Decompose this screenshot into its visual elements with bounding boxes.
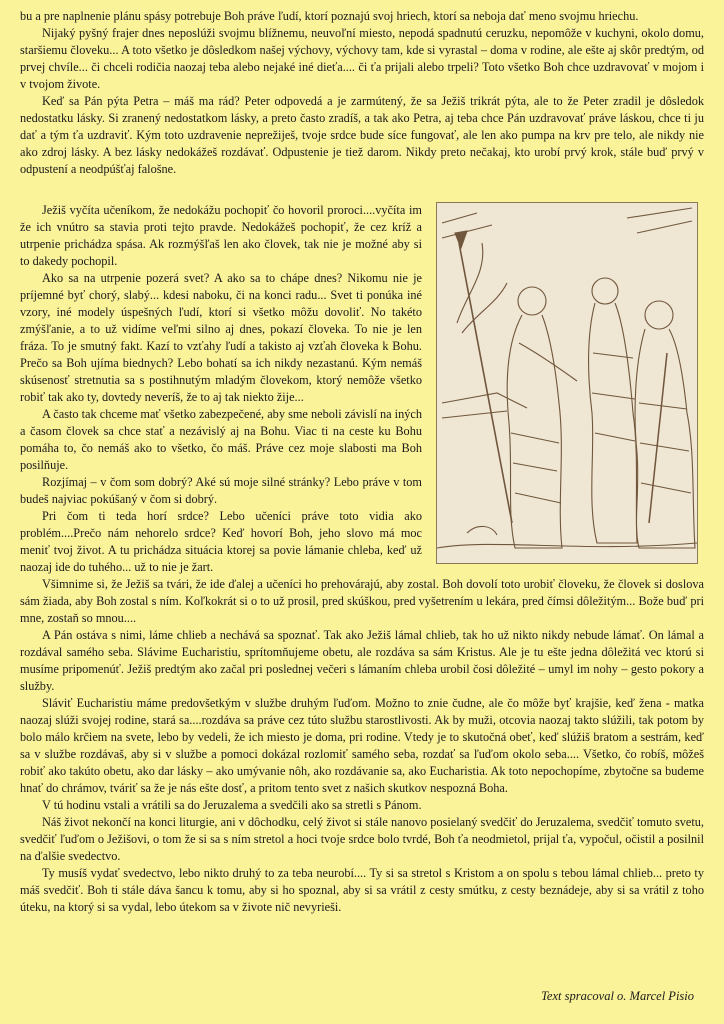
paragraph: V tú hodinu vstali a vrátili sa do Jeruzalema a svedčili ako sa stretli s Pánom. [42, 798, 422, 812]
author-signature: Text spracoval o. Marcel Pisio [541, 989, 694, 1003]
paragraph: Keď sa Pán pýta Petra – máš ma rád? Peter odpovedá a je zarmútený, že sa Ježiš trikrát pýta, ale to že Peter zradil je dôsledok nedostatku lásky. Si zranený nedostatkom lásky, a preto často zradíš, a tak ako Petra, aj teba chce Pán uzdravovať práve láskou, chce ti ju dať a tým ťa uzdraviť. Kým toto uzdravenie neprežiješ, tvoje srdce bude síce fungovať, ale len ako pumpa na krv pre telo, ale nikdy nie ako zdroj lásky. A bez lásky nedokážeš rozdávať. Odpustenie je tiež darom. Nikdy preto nečakaj, kto urobí prvý krok, stále buď prvý v odpustení a neodpúšťaj falošne. [20, 94, 704, 176]
paragraph: A Pán ostáva s nimi, láme chlieb a nechává sa spoznať. Tak ako Ježiš lámal chlieb, tak ho už nikto nikdy nebude lámať. On lámal a rozdával samého seba. Slávime Eucharistiu, sprítomňujeme obetu, ale rozdáva sa sám Kristus. Ale je tu ešte jedna dôležitá vec ktorú si musíme pripomenúť. Ježiš predtým ako začal pri poslednej večeri s lámaním chleba urobil čosi dôležité – umyl im nohy – gesto pokory a služby. [20, 628, 704, 693]
paragraph: A často tak chceme mať všetko zabezpečené, aby sme neboli závislí na iných a časom človek sa chce stať a nezávislý aj na Bohu. Viac ti na ceste ku Bohu pomáha to, čo nemáš ako to všetko, čo máš. Práve cez moje slabosti ma Boh posilňuje. [20, 407, 422, 472]
paragraph: Rozjímaj – v čom som dobrý? Aké sú moje silné stránky? Lebo práve v tom budeš najviac pokúšaný v čom si dobrý. [20, 475, 422, 506]
intro-text [20, 8, 704, 178]
paragraph: Náš život nekončí na konci liturgie, ani v dôchodku, celý život si stále nanovo posielaný svedčiť do Jeruzalema, svedčiť tomuto svetu, svedčiť ľuďom o Ježišovi, o tom že si sa s ním stretol a hoci tvoje srdce bolo tvrdé, Boh ťa neodmietol, prijal ťa, vypočul, očistil a posilnil na ďalšie svedectvo. [20, 815, 704, 863]
paragraph: Sláviť Eucharistiu máme predovšetkým v službe druhým ľuďom. Možno to znie čudne, ale čo môže byť krajšie, keď žena - matka naozaj slúži svojej rodine, stará sa....rozdáva sa práve cez túto službu starostlivosti. Ak by muži, otcovia naozaj takto slúžili, tak potom by bolo málo krčiem na svete, lebo by vedeli, že ich miesto je doma, pri rodine. Vtedy je to skutočná obeť, keď slúžiš bratom a sestrám, keď sa v službe rozdávaš, aby si v službe a pomoci dokázal rozlomiť samého seba, rozdať sa ľuďom okolo seba.... Všetko, čo robíš, môžeš robiť ako takúto obetu, ako dar lásky – ako umývanie nôh, ako rozdávanie sa, ako Eucharistia. Ak toto nepochopíme, zbytočne sa budeme hnať do chrámov, tváriť sa že je nás ešte dosť, a pritom tento svet z našich skutkov nespozná Boha. [20, 696, 704, 795]
paragraph: Ty musíš vydať svedectvo, lebo nikto druhý to za teba neurobí.... Ty si sa stretol s Kristom a on spolu s tebou lámal chlieb... preto ty máš svedčiť. Boh ti stále dáva šancu k tomu, aby si ho spoznal, aby si sa vrátil z cesty smútku, z cesty beznádeje, aby si sa vrátil z toho úteku, na ktorý si sa vydal, lebo útekom sa v živote nič nevyrieši. [20, 866, 704, 914]
paragraph: Pri čom ti teda horí srdce? Lebo učeníci práve toto vidia ako problém....Prečo nám nehorelo srdce? Keď hovorí Boh, jeho slovo má moc meniť tvoj život. A tu prichádza situácia ktorej sa povie lámanie chleba, keď už naozaj ide do tuhého... už to nie je žart. [20, 509, 422, 574]
illustrated-section [20, 202, 704, 576]
paragraph: Všimnime si, že Ježiš sa tvári, že ide ďalej a učeníci ho prehovárajú, aby zostal. Boh dovolí toto urobiť človeku, že človek si doslova sám žiada, aby Boh zostal s ním. Koľkokrát si o to už prosil, pred skúškou, pred vyšetrením u lekára, pred čímsi dôležitým... Bože buď pri mne, zostaň so mnou.... [20, 577, 704, 625]
paragraph: Nijaký pyšný frajer dnes neposlúži svojmu blížnemu, neuvoľní miesto, nepodá spadnutú ceruzku, nepomôže v kuchyni, okolo domu, staršiemu človeku... A toto všetko je dôsledkom našej výchovy, výchovy tam, kde si vyrastal – doma v rodine, ale ešte aj skôr predtým, od prvej chvíle... či chceli rodičia naozaj teba alebo nejaké iné dieťa.... či ťa prijali alebo trpeli? Toto všetko Boh chce uzdravovať v mojom i v tvojom živote. [20, 26, 704, 91]
closing-text [20, 576, 704, 916]
paragraph: bu a pre naplnenie plánu spásy potrebuje Boh práve ľudí, ktorí poznajú svoj hriech, ktorí sa neboja dať meno svojmu hriechu. [20, 9, 639, 23]
paragraph: Ako sa na utrpenie pozerá svet? A ako sa to chápe dnes? Nikomu nie je príjemné byť chorý, slabý... kdesi naboku, či na konci radu... Svet ti ponúka iné vzory, iné modely úspešných ľudí, ktorí si všetko môžu dovoliť. No takéto zmýšľanie, a to už vidíme veľmi silno aj dnes, pokazí človeka. To nie je len fráza. To je smutný fakt. Kazí to vzťahy ľudí a takisto aj vzťah človeka k Bohu. Prečo sa Boh ujíma biednych? Lebo bohatí sa ich nikdy nezastanú. Kým nemáš skúsenosť stretnutia sa s postihnutým mladým človekom, ktorý nemôže všetko robiť tak ako ty, dovtedy neveríš, že to aj tak niekto žije... [20, 271, 422, 404]
emmaus-illustration [436, 202, 698, 564]
paragraph: Ježiš vyčíta učeníkom, že nedokážu pochopiť čo hovoril proroci....vyčíta im že ich vnútro sa stavia proti tejto pravde. Nedokážeš pochopiť, že cez kríž a utrpenie prichádza spása. Ak rozmýšľaš len ako človek, tak nie je možné aby si to dakedy pochopil. [20, 203, 422, 268]
